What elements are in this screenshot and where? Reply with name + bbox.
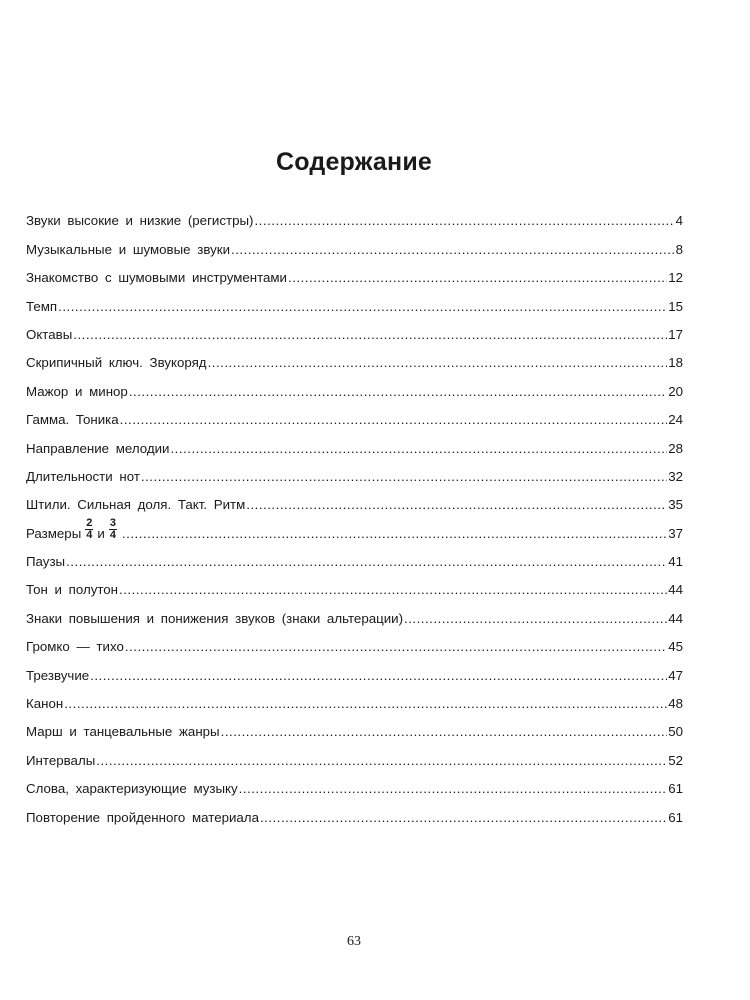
toc-entry [26, 484, 683, 512]
toc-entry [26, 314, 683, 342]
toc-entry [26, 456, 683, 484]
toc-entry [26, 228, 683, 256]
toc-entry-label: Скрипичный ключ. Звукоряд [26, 355, 207, 371]
toc-dot-leader [125, 639, 667, 654]
toc-entry [26, 569, 683, 597]
toc-entry-page: 15 [668, 298, 683, 314]
toc-entry-label: Паузы [26, 554, 66, 570]
toc-entry-label: Штили. Сильная доля. Такт. Ритм [26, 497, 246, 513]
toc-entry-page: 44 [668, 610, 683, 626]
toc-entry-page: 37 [668, 525, 683, 541]
toc-entry-label: Октавы [26, 326, 73, 342]
toc-entry-page: 48 [668, 696, 683, 712]
toc-entry-label: Музыкальные и шумовые звуки [26, 241, 231, 257]
toc-entry-label: Интервалы [26, 752, 96, 768]
toc-dot-leader [66, 554, 667, 569]
toc-dot-leader [96, 753, 667, 768]
time-signature-fraction [85, 518, 93, 541]
toc-entry [26, 626, 683, 654]
fraction-numerator: 3 [109, 516, 116, 529]
toc-entry [26, 739, 683, 767]
toc-entry [26, 370, 683, 398]
toc-dot-leader [119, 582, 667, 597]
toc-dot-leader [141, 469, 667, 484]
toc-entry-label: Тон и полутон [26, 582, 119, 598]
toc-entry-page: 20 [668, 383, 683, 399]
toc-dot-leader [129, 384, 667, 399]
toc-entry-label: Размеры [26, 525, 82, 541]
toc-entry [26, 285, 683, 313]
page-number: 63 [347, 934, 361, 949]
toc-entry-label: Знакомство с шумовыми инструментами [26, 270, 287, 286]
toc-dot-leader [239, 781, 668, 796]
toc-entry-page: 52 [668, 752, 683, 768]
toc-entry-page: 17 [668, 326, 683, 342]
toc-dot-leader [260, 810, 667, 825]
time-signature-fraction [109, 518, 117, 541]
toc-dot-leader [120, 412, 668, 427]
toc-entry-page: 32 [668, 468, 683, 484]
toc-entry-label: Слова, характеризующие музыку [26, 781, 238, 797]
toc-entry-label: Марш и танцевальные жанры [26, 724, 220, 740]
toc-entry-label: Темп [26, 298, 58, 314]
toc-entry-label: Трезвучие [26, 667, 90, 683]
fraction-denominator: 4 [109, 528, 116, 541]
toc-dot-leader [122, 526, 667, 541]
toc-entry-page: 45 [668, 639, 683, 655]
toc-entry-page: 50 [668, 724, 683, 740]
table-of-contents [26, 200, 683, 825]
toc-dot-leader [288, 270, 667, 285]
toc-entry-label: Направление мелодии [26, 440, 170, 456]
toc-entry [26, 257, 683, 285]
toc-dot-leader [64, 696, 667, 711]
toc-entry-label: Знаки повышения и понижения звуков (знаки альтерации) [26, 610, 404, 626]
toc-entry-page: 28 [668, 440, 683, 456]
toc-entry-page: 4 [675, 213, 683, 229]
toc-entry-page: 47 [668, 667, 683, 683]
toc-entry-page: 8 [675, 241, 683, 257]
toc-dot-leader [231, 242, 675, 257]
toc-entry-label: Повторение пройденного материала [26, 809, 259, 825]
toc-entry [26, 541, 683, 569]
fraction-numerator: 2 [86, 516, 93, 529]
toc-entry-label: Звуки высокие и низкие (регистры) [26, 213, 254, 229]
toc-dot-leader [246, 497, 667, 512]
toc-entry [26, 597, 683, 625]
toc-entry [26, 654, 683, 682]
toc-entry-page: 61 [668, 809, 683, 825]
toc-entry-label: Гамма. Тоника [26, 412, 119, 428]
toc-entry-page: 12 [668, 270, 683, 286]
toc-entry [26, 399, 683, 427]
toc-entry-conjunction: и [97, 525, 105, 541]
page-title: Содержание [275, 148, 433, 176]
toc-entry-label: Канон [26, 696, 64, 712]
toc-entry [26, 711, 683, 739]
toc-entry-page: 18 [668, 355, 683, 371]
toc-dot-leader [73, 327, 667, 342]
fraction-denominator: 4 [86, 528, 93, 541]
toc-dot-leader [254, 213, 674, 228]
toc-dot-leader [170, 441, 667, 456]
toc-entry-label: Мажор и минор [26, 383, 128, 399]
toc-dot-leader [58, 299, 667, 314]
toc-entry-page: 61 [668, 781, 683, 797]
toc-dot-leader [90, 668, 667, 683]
toc-entry [26, 768, 683, 796]
toc-dot-leader [208, 355, 668, 370]
toc-entry [26, 796, 683, 824]
toc-entry-page: 44 [668, 582, 683, 598]
toc-dot-leader [404, 611, 667, 626]
toc-entry [26, 683, 683, 711]
toc-entry-time-signatures [26, 512, 683, 540]
toc-entry [26, 200, 683, 228]
toc-dot-leader [221, 724, 668, 739]
toc-entry-page: 24 [668, 412, 683, 428]
toc-entry [26, 427, 683, 455]
toc-entry-label: Длительности нот [26, 468, 140, 484]
toc-entry-page: 35 [668, 497, 683, 513]
toc-entry-page: 41 [668, 554, 683, 570]
toc-entry-label: Громко — тихо [26, 639, 124, 655]
toc-entry [26, 342, 683, 370]
